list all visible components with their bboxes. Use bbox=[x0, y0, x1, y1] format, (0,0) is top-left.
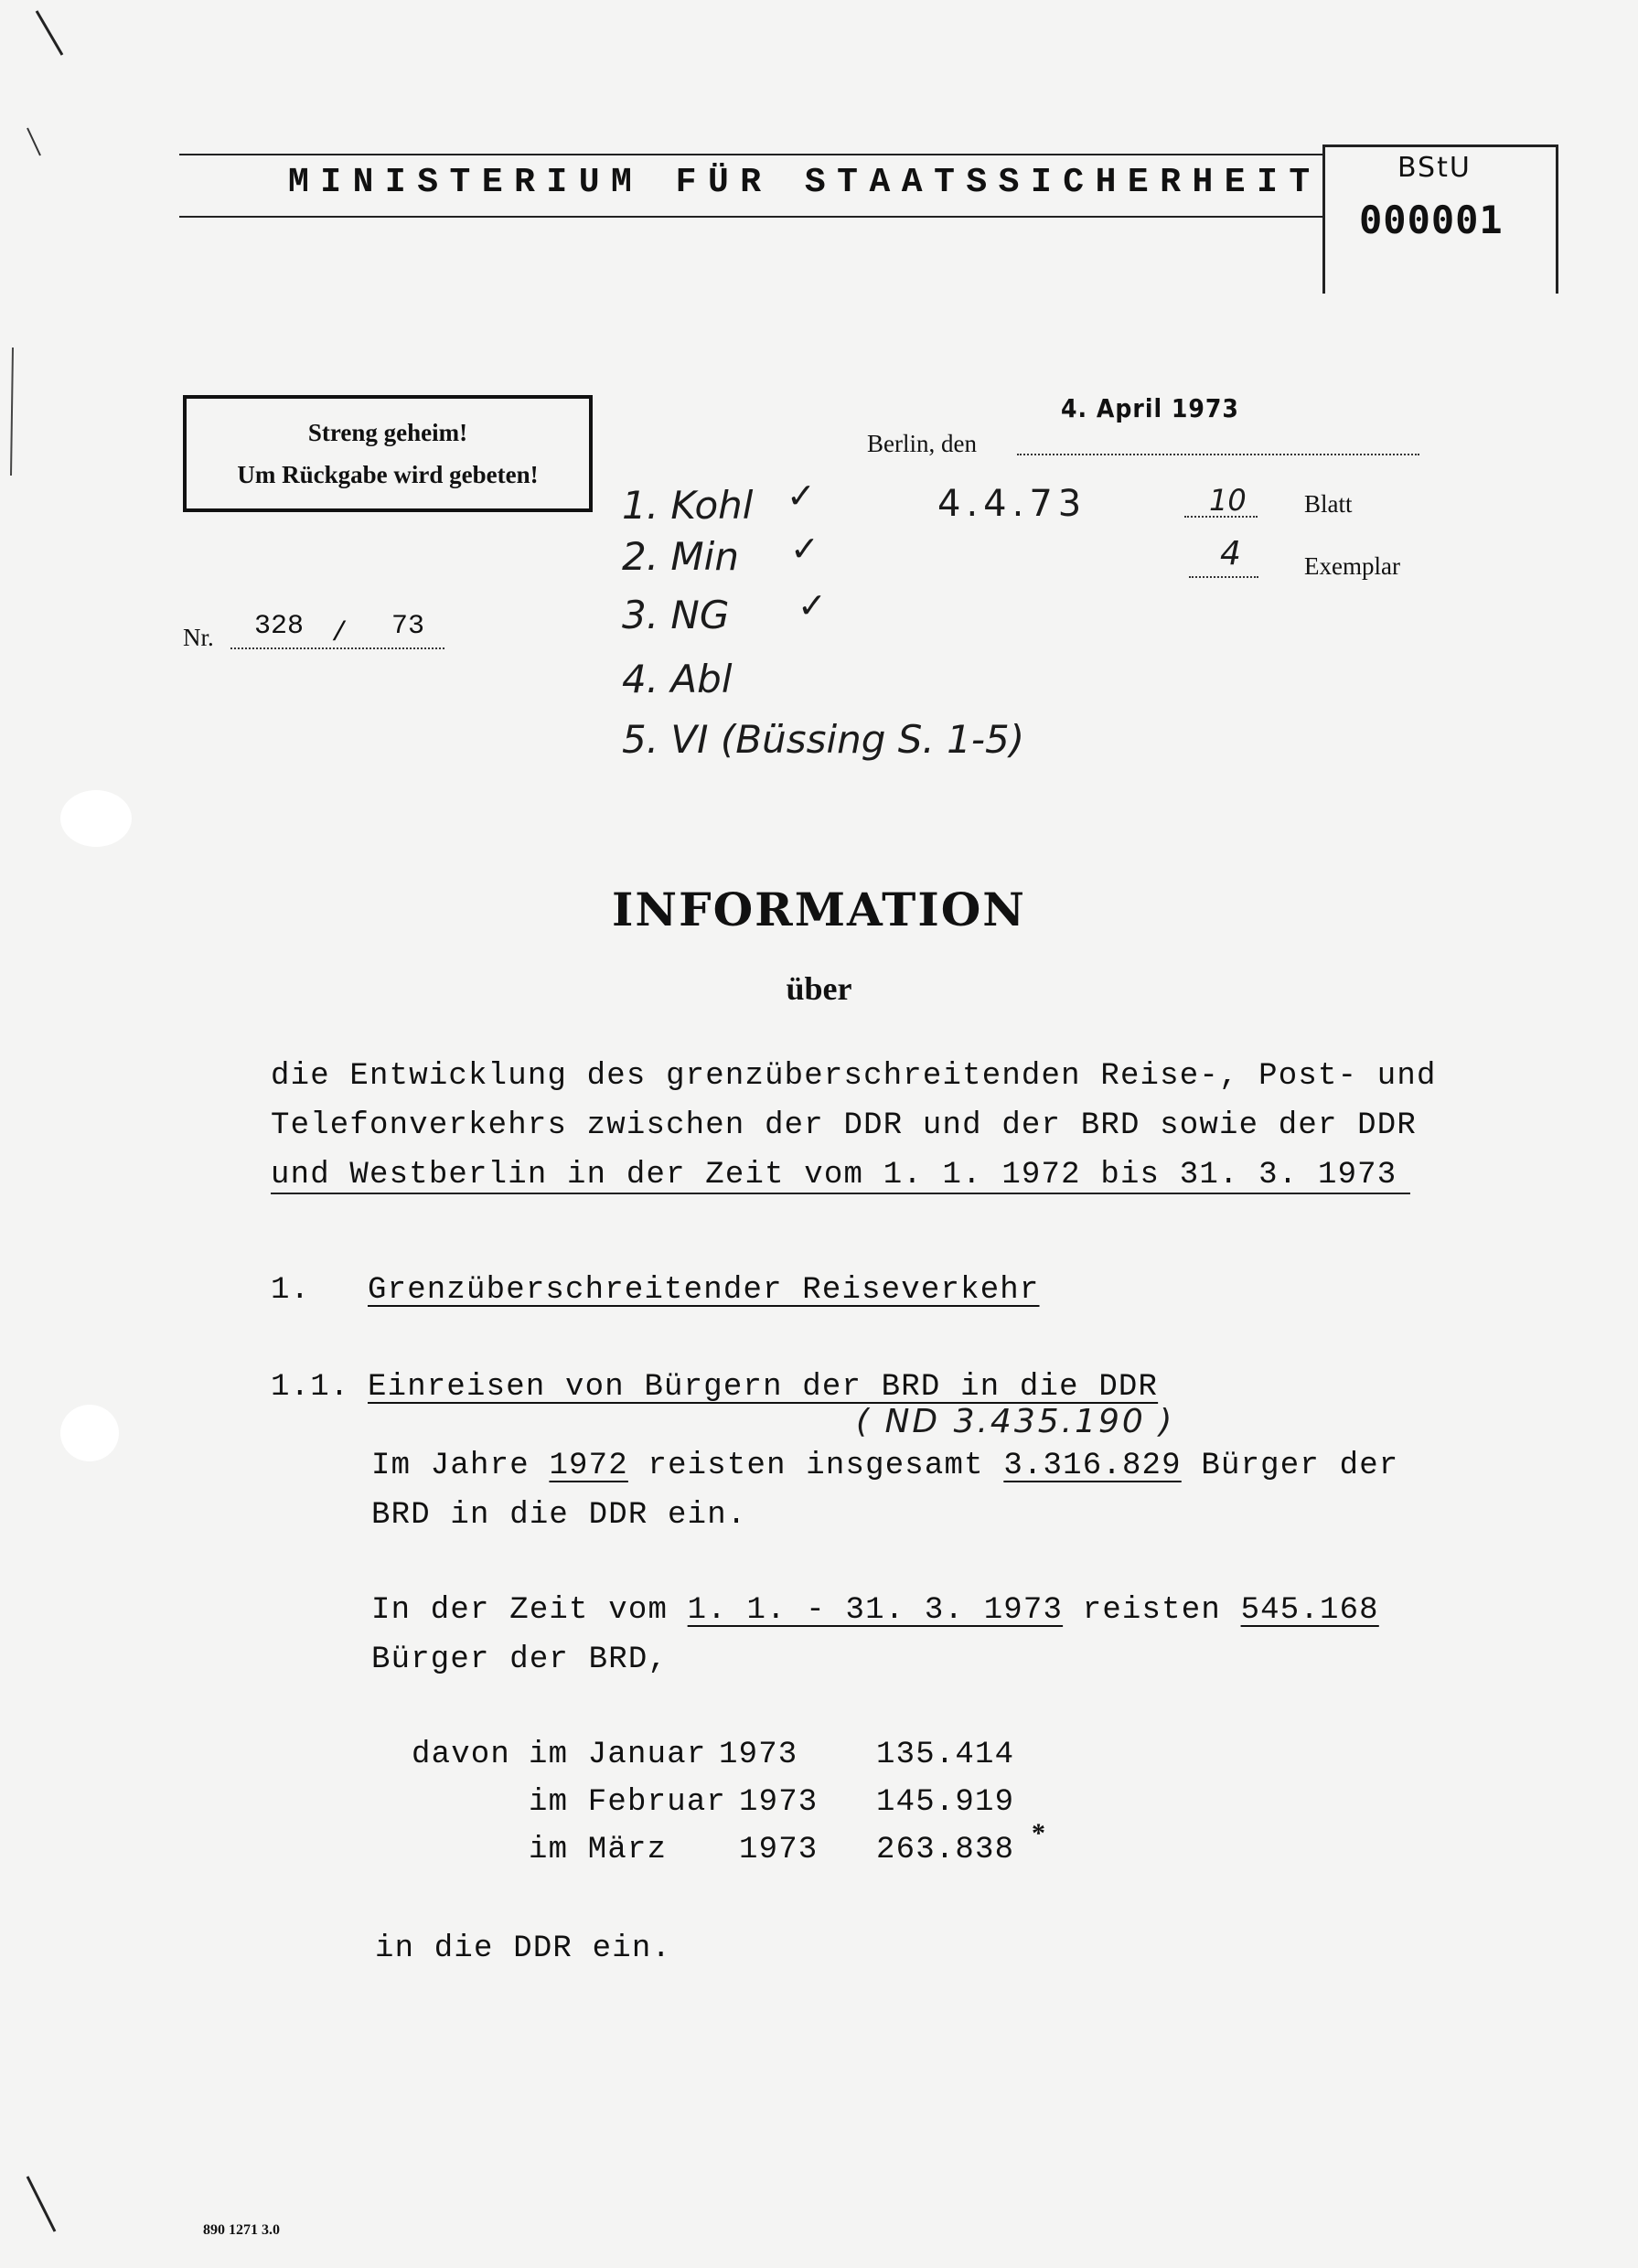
header-rule-bottom bbox=[179, 216, 1322, 218]
paragraph-2-line-2: Bürger der BRD, bbox=[371, 1642, 669, 1677]
ministry-heading: MINISTERIUM FÜR STAATSSICHERHEIT bbox=[288, 163, 1322, 202]
intro-line: die Entwicklung des grenzüberschreitenden Reise-, Post- und bbox=[271, 1059, 1437, 1094]
distribution-item: 2. Min bbox=[622, 534, 739, 579]
document-subtitle: über bbox=[786, 970, 852, 1007]
month-year: 1973 bbox=[739, 1833, 819, 1867]
paragraph-1-line-2: BRD in die DDR ein. bbox=[371, 1498, 747, 1533]
copy-value: 4 bbox=[1220, 535, 1241, 572]
form-code: 890 1271 3.0 bbox=[203, 2222, 280, 2238]
classification-line-1: Streng geheim! bbox=[307, 419, 468, 446]
nr-separator: / bbox=[331, 618, 348, 649]
section-1-number: 1. bbox=[271, 1273, 311, 1308]
date-dotted-line bbox=[1017, 454, 1419, 455]
scan-edge-marks bbox=[0, 0, 110, 2268]
classification-line-2: Um Rückgabe wird gebeten! bbox=[237, 461, 539, 488]
archive-number: 000001 bbox=[1359, 198, 1504, 242]
month-value: 145.919 bbox=[876, 1785, 1015, 1820]
para1-pre: Im Jahre bbox=[371, 1449, 550, 1483]
distribution-item: 5. VI (Büssing S. 1-5) bbox=[622, 717, 1025, 762]
nr-year: 73 bbox=[391, 611, 425, 642]
month-label: im Januar bbox=[529, 1738, 707, 1772]
header-rule-top bbox=[179, 154, 1322, 155]
para2-pre: In der Zeit vom bbox=[371, 1593, 688, 1628]
copy-label: Exemplar bbox=[1304, 552, 1400, 580]
closing-line: in die DDR ein. bbox=[375, 1931, 672, 1966]
classification-box bbox=[183, 395, 593, 512]
distribution-item: 4. Abl bbox=[622, 657, 733, 701]
para1-total: 3.316.829 bbox=[1003, 1449, 1182, 1483]
paragraph-1-line-1 bbox=[371, 1449, 1398, 1483]
para1-mid: reisten insgesamt bbox=[627, 1449, 1004, 1483]
date-handwritten: 4.4.73 bbox=[937, 483, 1087, 525]
para2-total: 545.168 bbox=[1240, 1593, 1379, 1628]
asterisk-mark: * bbox=[1032, 1818, 1045, 1848]
section-1-heading: Grenzüberschreitender Reiseverkehr bbox=[368, 1273, 1040, 1308]
para2-period: 1. 1. - 31. 3. 1973 bbox=[687, 1593, 1064, 1628]
intro-line: und Westberlin in der Zeit vom 1. 1. 1972 bis 31. 3. 1973 bbox=[271, 1158, 1397, 1193]
sheets-value: 10 bbox=[1209, 483, 1247, 518]
nr-value: 328 bbox=[254, 611, 305, 642]
check-icon: ✓ bbox=[798, 585, 827, 626]
section-1-1-heading: Einreisen von Bürgern der BRD in die DDR bbox=[368, 1370, 1159, 1405]
para1-year: 1972 bbox=[549, 1449, 628, 1483]
section-1-1-number: 1.1. bbox=[271, 1370, 350, 1405]
para1-post: Bürger der bbox=[1181, 1449, 1399, 1483]
archive-label: BStU bbox=[1397, 152, 1472, 184]
para2-mid: reisten bbox=[1063, 1593, 1241, 1628]
month-prefix: davon bbox=[412, 1738, 511, 1772]
nr-label: Nr. bbox=[183, 624, 214, 651]
check-icon: ✓ bbox=[790, 529, 819, 569]
distribution-item: 3. NG bbox=[622, 593, 730, 637]
paragraph-2-line-1 bbox=[371, 1593, 1379, 1628]
handwritten-note: ( ND 3.435.190 ) bbox=[856, 1403, 1175, 1440]
month-year: 1973 bbox=[719, 1738, 798, 1772]
document-title: INFORMATION bbox=[612, 883, 1026, 936]
date-stamp: 4. April 1973 bbox=[1061, 393, 1239, 423]
copy-dotted-line bbox=[1189, 576, 1258, 578]
check-icon: ✓ bbox=[787, 476, 816, 516]
place-label: Berlin, den bbox=[867, 430, 977, 457]
month-value: 263.838 bbox=[876, 1833, 1015, 1867]
intro-line: Telefonverkehrs zwischen der DDR und der BRD sowie der DDR bbox=[271, 1108, 1417, 1143]
intro-underline bbox=[271, 1193, 1410, 1194]
distribution-item: 1. Kohl bbox=[622, 483, 754, 528]
month-label: im März bbox=[529, 1833, 668, 1867]
sheets-label: Blatt bbox=[1304, 490, 1353, 518]
month-year: 1973 bbox=[739, 1785, 819, 1820]
month-value: 135.414 bbox=[876, 1738, 1015, 1772]
month-label: im Februar bbox=[529, 1785, 727, 1820]
